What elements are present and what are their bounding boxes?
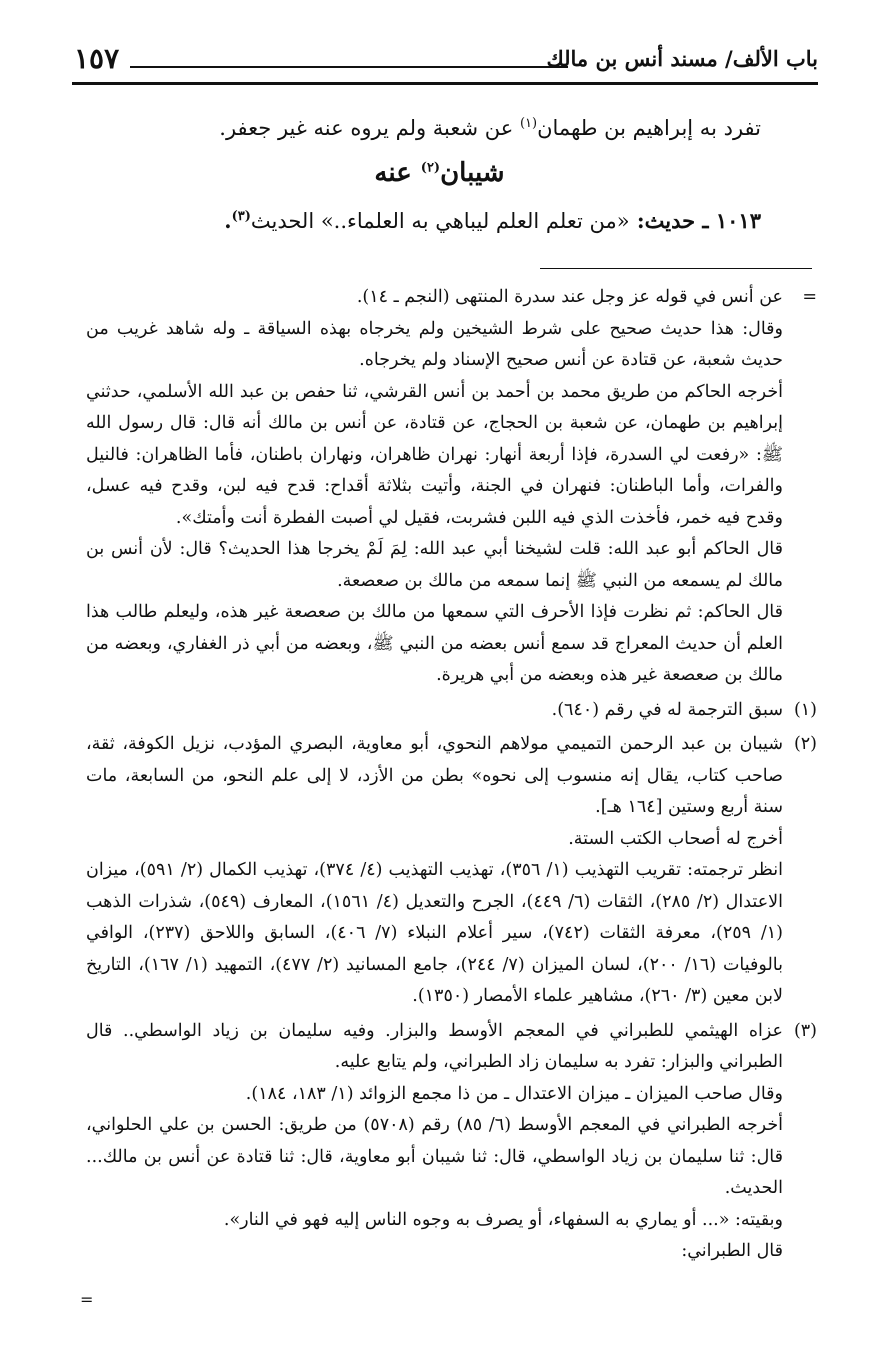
header-dash-line	[130, 66, 568, 68]
footnote-2	[86, 729, 817, 1013]
section-name: شيبان	[440, 158, 505, 188]
footnote-paragraph: وقال: هذا حديث صحيح على شرط الشيخين ولم يخرجاه بهذه السياقة ـ وله شاهد غريب من حديث شعبة، عن قتادة عن أنس صحيح الإسناد ولم يخرجاه.	[86, 318, 783, 370]
footnote-mark: (١)	[793, 699, 817, 720]
footnote-paragraph: عزاه الهيثمي للطبراني في المعجم الأوسط والبزار. وفيه سليمان بن زياد الواسطي.. قال الطبراني والبزار: تفرد به سليمان زاد الطبراني، ولم يتابع عليه.	[86, 1020, 783, 1072]
footnote-continuation	[86, 282, 817, 692]
footnote-paragraph: قال الحاكم: ثم نظرت فإذا الأحرف التي سمعها من مالك بن صعصعة غير هذه، وليعلم طالب هذا العلم أن حديث المعراج قد سمع أنس بعضه من النبي ﷺ، وبعضه من أبي ذر الغفاري، وبعضه من مالك بن صعصعة غير هذه وبعضه من أبي هريرة.	[86, 602, 783, 685]
page-end-mark: =	[80, 1290, 94, 1309]
continuation-mark: =	[802, 287, 817, 307]
section-rest: عنه	[374, 158, 421, 188]
footnote-ref-3: (٣)	[231, 209, 251, 224]
footnote-paragraph: وقال صاحب الميزان ـ ميزان الاعتدال ـ من ذا مجمع الزوائد (١/ ١٨٣، ١٨٤).	[245, 1083, 783, 1104]
footnote-ref-1: (١)	[519, 116, 538, 131]
footnote-paragraph: شيبان بن عبد الرحمن التميمي مولاهم النحوي، أبو معاوية، البصري المؤدب، نزيل الكوفة، ثقة، صاحب كتاب، يقال إنه منسوب إلى نحوه» بطن من الأزد، لا إلى علم النحو، من السابعة، مات سنة أربع وستين [١٦٤ هـ].	[86, 734, 783, 817]
footnote-paragraph: انظر ترجمته: تقريب التهذيب (١/ ٣٥٦)، تهذيب التهذيب (٤/ ٣٧٤)، تهذيب الكمال (٢/ ٥٩١)، ميزان الاعتدال (٢/ ٢٨٥)، الثقات (٦/ ٤٤٩)، الجرح والتعديل (٤/ ١٥٦١)، المعارف (٥٤٩)، شذرات الذهب (١/ ٢٥٩)، معرفة الثقات (٧٤٢)، سير أعلام النبلاء (٧/ ٤٠٦)، السابق واللاحق (٢٣٧)، الوافي بالوفيات (١٦/ ٢٠٠)، لسان الميزان (٧/ ٢٤٤)، جامع المسانيد (٢/ ٤٧٧)، التمهيد (١/ ١٦٧)، التاريخ لابن معين (٣/ ٢٦٠)، مشاهير علماء الأمصار (١٣٥٠).	[86, 860, 783, 1006]
footnote-paragraph: قال الطبراني:	[681, 1241, 783, 1261]
chapter-title: باب الألف/ مسند أنس بن مالك	[546, 46, 818, 71]
footnote-separator	[540, 268, 812, 269]
footnote-paragraph: أخرجه الطبراني في المعجم الأوسط (٦/ ٨٥) رقم (٥٧٠٨) من طريق: الحسن بن علي الحلواني، قال: ثنا سليمان بن زياد الواسطي، قال: ثنا شيبان أبو معاوية، قال: ثنا قتادة عن أنس بن مالك... الحديث.	[86, 1115, 783, 1198]
footnote-paragraph: أخرجه الحاكم من طريق محمد بن أحمد بن أنس القرشي، ثنا حفص بن عبد الله الأسلمي، حدثني إبراهيم بن طهمان، عن شعبة بن الحجاج، عن قتادة، عن أنس بن مالك أنه قال: قال رسول الله ﷺ: «رفعت لي السدرة، فإذا أربعة أنهار: نهران ظاهران، ونهاران باطنان، فأما الظاهران: فالنيل والفرات، وأما الباطنان: فنهران في الجنة، وأتيت بثلاثة أقداح: قدح فيه لبن، وقدح فيه عسل، وقدح فيه خمر، فأخذت الذي فيه اللبن فشربت، فقيل لي أصبت الفطرة أنت وأمتك».	[86, 381, 783, 528]
section-heading	[0, 158, 879, 188]
running-header	[72, 40, 818, 88]
page-number: ١٥٧	[74, 42, 120, 75]
intro-text: تفرد به إبراهيم بن طهمان	[537, 116, 761, 140]
footnote-paragraph: قال الحاكم أبو عبد الله: قلت لشيخنا أبي عبد الله: لِمَ لَمْ يخرجا هذا الحديث؟ قال: لأن أنس بن مالك لم يسمعه من النبي ﷺ إنما سمعه من مالك بن صعصعة.	[86, 539, 783, 591]
intro-line	[60, 108, 761, 144]
hadith-end: .	[224, 208, 232, 233]
footnote-paragraph: عن أنس في قوله عز وجل عند سدرة المنتهى (النجم ـ ١٤).	[356, 287, 783, 307]
footnote-mark: (٣)	[793, 1020, 817, 1041]
footnote-1	[86, 695, 817, 727]
hadith-entry	[224, 208, 761, 233]
header-rule	[72, 82, 818, 85]
footnotes	[86, 282, 817, 1271]
footnote-paragraph: أخرج له أصحاب الكتب الستة.	[568, 828, 783, 849]
footnote-paragraph: وبقيته: «... أو يماري به السفهاء، أو يصرف به وجوه الناس إليه فهو في النار».	[223, 1209, 783, 1230]
footnote-3	[86, 1016, 817, 1268]
hadith-text: «من تعلم العلم ليباهي به العلماء..» الحديث	[250, 209, 630, 233]
footnote-ref-2: (٢)	[420, 160, 441, 176]
main-text	[60, 108, 761, 144]
footnote-paragraph: سبق الترجمة له في رقم (٦٤٠).	[551, 699, 783, 720]
footnote-mark: (٢)	[793, 734, 817, 754]
intro-rest: عن شعبة ولم يروه عنه غير جعفر.	[219, 116, 520, 140]
hadith-number: ١٠١٣ ـ حديث:	[629, 208, 761, 233]
